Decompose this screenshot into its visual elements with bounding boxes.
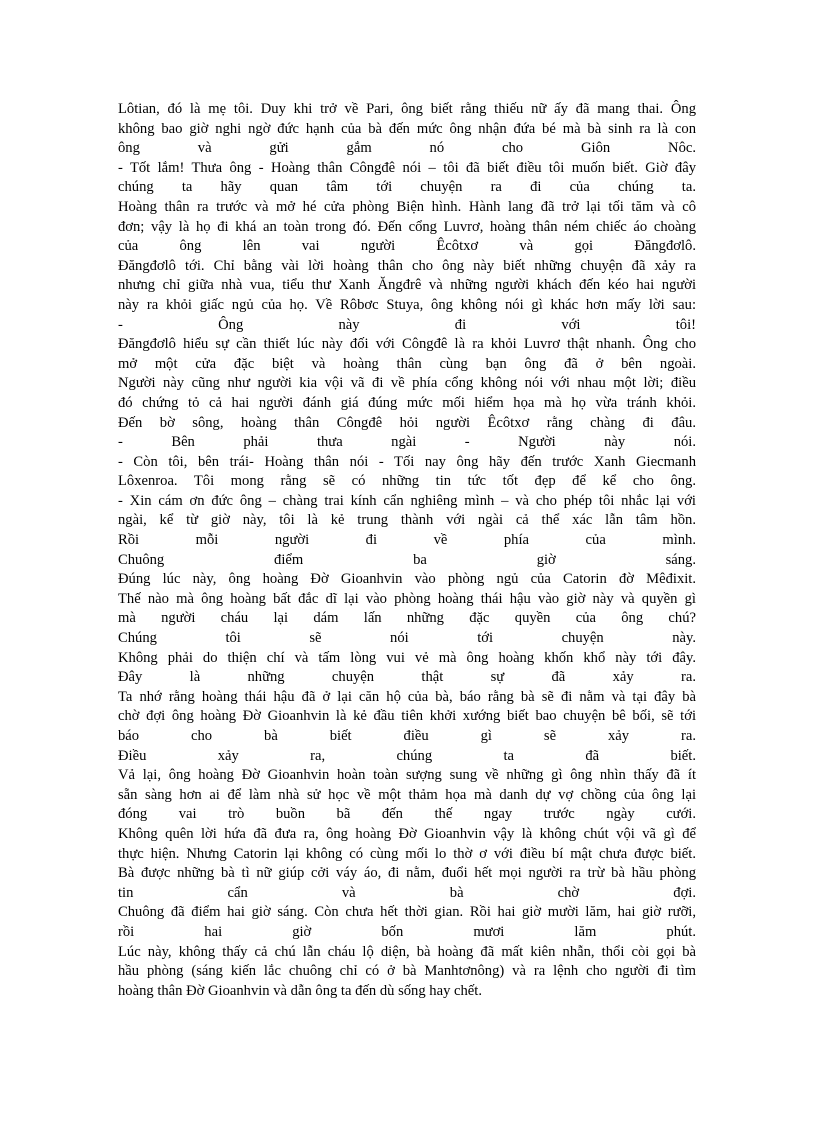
text-line: báo cho bà biết điều gì sẽ xảy ra. xyxy=(118,728,696,744)
text-line: Thế nào mà ông hoàng bất đắc dĩ lại vào phòng hoàng thái hậu vào giờ này và quyền gì xyxy=(118,590,696,607)
text-line: Chuông đã điểm hai giờ sáng. Còn chưa hết thời gian. Rồi hai giờ mười lăm, hai giờ rưỡi, xyxy=(118,904,696,921)
text-line: Bà được những bà tì nữ giúp cởi váy áo, đi nằm, đuổi hết mọi người ra trừ bà hầu phòng xyxy=(118,865,696,882)
text-line: Người này cũng như người kia vội vã đi về phía cổng không nói với nhau một lời; điều xyxy=(118,375,696,392)
text-line: Đây là những chuyện thật sự đã xảy ra. xyxy=(118,669,696,686)
text-line: Hoàng thân ra trước và mở hé cửa phòng Biện hình. Hành lang đã trở lại tối tăm và cô xyxy=(118,198,696,215)
text-line: mà người cháu lại dám lấn những đặc quyền của ông chú? xyxy=(118,610,696,627)
text-line: Đăngđơlô hiểu sự cần thiết lúc này đối với Côngđê là ra khỏi Luvrơ thật nhanh. Ông cho xyxy=(118,336,696,353)
text-line: Đến bờ sông, hoàng thân Côngđê hỏi người Êcôtxơ rằng chàng đi đâu. xyxy=(118,414,696,431)
text-line: - Bên phải thưa ngài - Người này nói. xyxy=(118,434,696,451)
text-line: mở một cửa đặc biệt và hoàng thân cùng bạn ông đã ở bên ngoài. xyxy=(118,355,696,372)
text-line: sẵn sàng hơn ai để làm nhà sử học về một thảm họa mà danh dự vợ chồng của ông lại xyxy=(118,786,696,803)
text-line: không bao giờ nghi ngờ đức hạnh của bà đến mức ông nhận đứa bé mà bà sinh ra là con xyxy=(118,120,696,137)
text-line: đó chứng tỏ cả hai người đánh giá đúng mức mối hiểm họa mà họ vừa tránh khỏi. xyxy=(118,394,696,411)
text-line: Điều xảy ra, chúng ta đã biết. xyxy=(118,747,696,764)
text-line: Lôxenroa. Tôi mong rằng sẽ có những tin tức tốt đẹp để kể cho ông. xyxy=(118,473,696,490)
text-line: Không quên lời hứa đã đưa ra, ông hoàng Đờ Gioanhvin vậy là không chút vội vã gì để xyxy=(118,825,696,842)
text-line: ngài, kể từ giờ này, tôi là kẻ trung thành với ngài cả thể xác lẫn tâm hồn. xyxy=(118,512,696,529)
document-body-text xyxy=(118,100,696,1001)
text-line: chờ đợi ông hoàng Đờ Gioanhvin là kẻ đầu tiên khởi xướng biết bao chuyện bê bối, sẽ tới xyxy=(118,708,696,725)
text-line: của ông lên vai người Êcôtxơ và gọi Đăngđơlô. xyxy=(118,238,696,255)
text-line: Lúc này, không thấy cả chú lẫn cháu lộ diện, bà hoàng đã mất kiên nhẫn, thổi còi gọi bà xyxy=(118,943,696,960)
text-line: hầu phòng (sáng kiến lắc chuông chỉ có ở bà Manhtơnông) và ra lệnh cho người đi tìm xyxy=(118,963,696,980)
text-line: - Còn tôi, bên trái- Hoàng thân nói - Tối nay ông hãy đến trước Xanh Giecmanh xyxy=(118,453,696,470)
text-line: Lôtian, đó là mẹ tôi. Duy khi trở về Pari, ông biết rằng thiếu nữ ấy đã mang thai. Ông xyxy=(118,101,696,117)
text-line: chúng ta hãy quan tâm tới chuyện ra đi của chúng ta. xyxy=(118,179,696,196)
text-line: Đăngđơlô tới. Chỉ bằng vài lời hoàng thân cho ông này biết những chuyện đã xảy ra xyxy=(118,257,696,274)
text-line: Ta nhớ rằng hoàng thái hậu đã ở lại căn hộ của bà, báo rằng bà sẽ đi nằm và tại đây bà xyxy=(118,688,696,705)
text-line: Chúng tôi sẽ nói tới chuyện này. xyxy=(118,630,696,647)
text-line: hoàng thân Đờ Gioanhvin và dẫn ông ta đến dù sống hay chết. xyxy=(118,982,482,999)
text-line: rồi hai giờ bốn mươi lăm phút. xyxy=(118,923,696,940)
text-line: này ra khỏi giấc ngủ của họ. Về Rôbơc Stuya, ông không nói gì khác hơn mấy lời sau: xyxy=(118,296,696,313)
text-line: nhưng chỉ giữa nhà vua, tiểu thư Xanh Ăngđrê và những người khách đến kéo hai người xyxy=(118,277,696,294)
text-line: - Tốt lắm! Thưa ông - Hoàng thân Côngđê nói – tôi đã biết điều tôi muốn biết. Giờ đây xyxy=(118,159,696,176)
text-line: Vả lại, ông hoàng Đờ Gioanhvin hoàn toàn sượng sung về những gì ông nhìn thấy đã ít xyxy=(118,767,696,784)
text-line: Chuông điểm ba giờ sáng. xyxy=(118,551,696,568)
text-line: Không phải do thiện chí và tấm lòng vui vẻ mà ông hoàng khốn khổ này tới đây. xyxy=(118,649,696,666)
text-line: - Ông này đi với tôi! xyxy=(118,316,696,333)
text-line: đơn; vậy là họ đi khá an toàn trong đó. Đến cổng Luvrơ, hoàng thân ném chiếc áo choàng xyxy=(118,218,696,235)
text-line: Đúng lúc này, ông hoàng Đờ Gioanhvin vào phòng ngủ của Catorin đờ Mêđixit. xyxy=(118,571,696,588)
text-line: tin cẩn và bà chờ đợi. xyxy=(118,884,696,901)
text-line: đóng vai trò buồn bã đến thế ngay trước ngày cưới. xyxy=(118,806,696,823)
text-line: ông và gửi gắm nó cho Giôn Nôc. xyxy=(118,140,696,157)
text-line: thực hiện. Nhưng Catorin lại không có cùng mối lo thờ ơ với điều bí mật chưa được biết. xyxy=(118,845,696,862)
text-line: Rồi mỗi người đi về phía của mình. xyxy=(118,532,696,549)
text-line: - Xin cám ơn đức ông – chàng trai kính cẩn nghiêng mình – và cho phép tôi nhắc lại với xyxy=(118,492,696,509)
